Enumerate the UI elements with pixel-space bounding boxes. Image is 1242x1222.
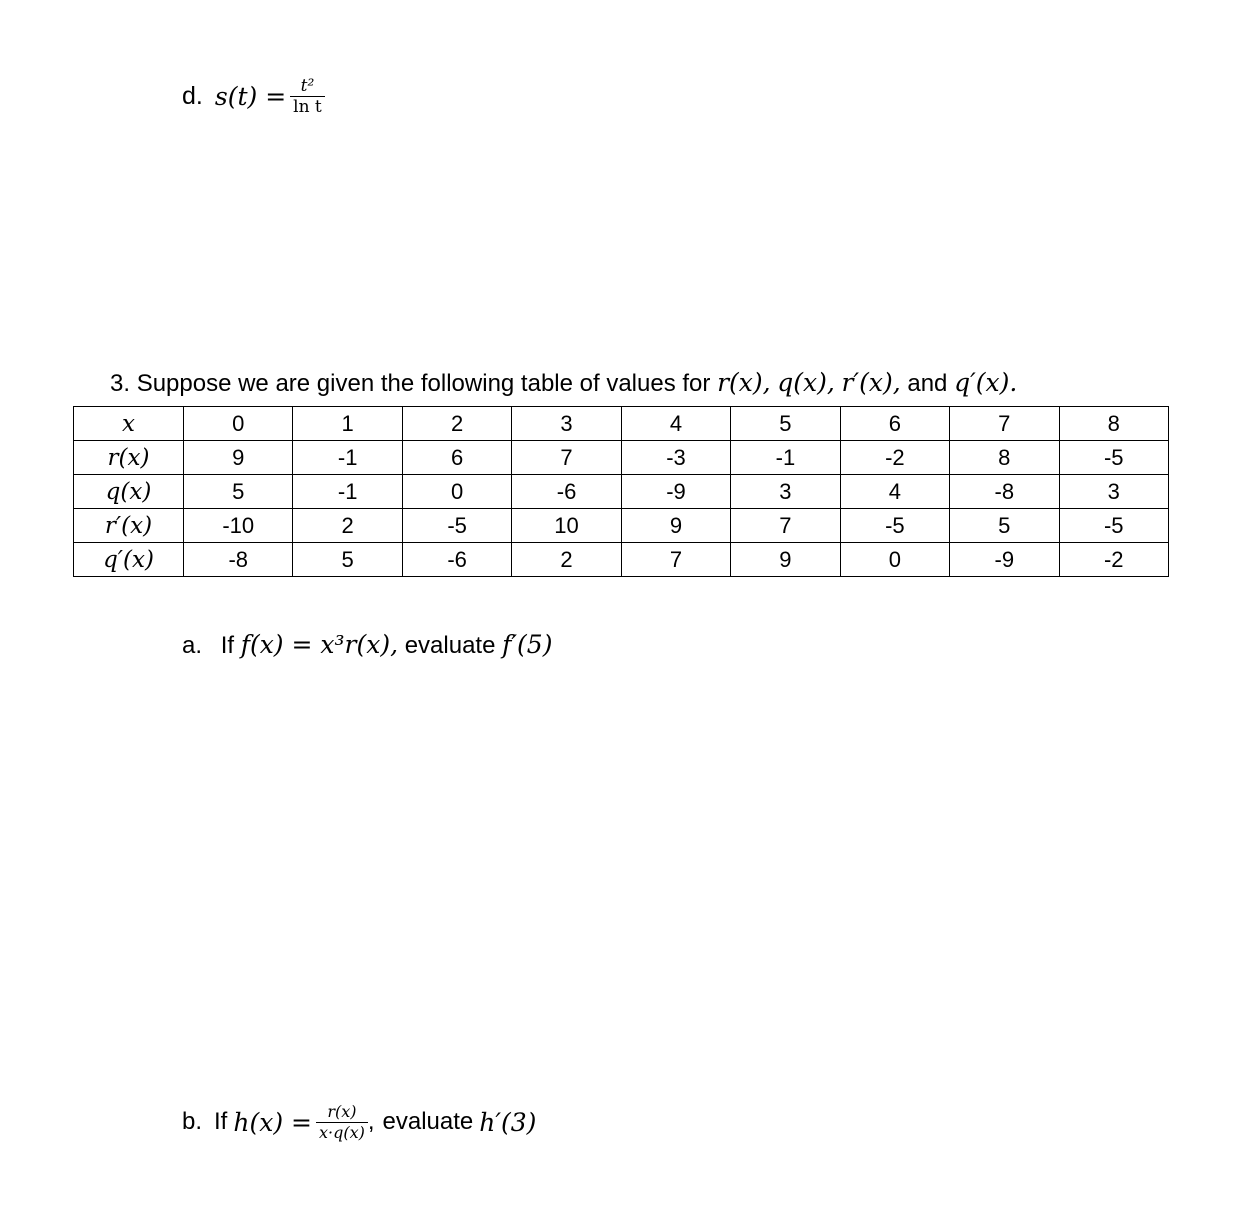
header-row <box>74 407 1169 441</box>
table-row <box>74 543 1169 577</box>
table-cell: -3 <box>621 441 730 475</box>
table-cell: -10 <box>184 509 293 543</box>
question-3-prompt <box>110 368 1017 398</box>
table-cell: 7 <box>512 441 621 475</box>
part-d-denominator: ln t <box>290 96 325 117</box>
table-cell: -8 <box>184 543 293 577</box>
table-cell: 9 <box>731 543 840 577</box>
part-b-evaluate: evaluate <box>382 1108 474 1135</box>
table-cell: -2 <box>1059 543 1169 577</box>
table-row <box>74 509 1169 543</box>
table-cell: 7 <box>621 543 730 577</box>
question-3-fn-q: q(x), <box>777 368 835 397</box>
table-cell: 5 <box>184 475 293 509</box>
part-d-fraction <box>290 76 325 117</box>
table-cell: -1 <box>293 441 402 475</box>
table-cell: -1 <box>731 441 840 475</box>
part-a-expression: f(x) = x³r(x), <box>240 630 399 659</box>
part-b-problem <box>182 1094 536 1150</box>
table-cell: 6 <box>840 407 949 441</box>
table-cell: 3 <box>1059 475 1169 509</box>
question-3-fn-r-prime: r′(x), <box>841 368 901 397</box>
table-cell: -5 <box>840 509 949 543</box>
table-cell: 1 <box>293 407 402 441</box>
table-cell: 8 <box>950 441 1059 475</box>
table-cell: 9 <box>621 509 730 543</box>
part-d-lhs: s(t) = <box>214 81 287 111</box>
part-b-label: b. <box>182 1108 203 1135</box>
table-cell: 7 <box>731 509 840 543</box>
row-label: q(x) <box>74 475 184 509</box>
table-cell: -9 <box>950 543 1059 577</box>
table-cell: -9 <box>621 475 730 509</box>
part-a-evaluate: evaluate <box>404 632 496 659</box>
table-cell: 9 <box>184 441 293 475</box>
table-cell: 10 <box>512 509 621 543</box>
part-a-problem <box>182 630 552 660</box>
table-cell: 3 <box>731 475 840 509</box>
table-cell: 0 <box>402 475 511 509</box>
part-d-problem <box>182 68 329 124</box>
question-3-fn-q-prime: q′(x). <box>954 368 1018 397</box>
table-cell: 0 <box>184 407 293 441</box>
part-b-comma: , <box>367 1108 375 1135</box>
table-cell: 6 <box>402 441 511 475</box>
part-b-numerator: r(x) <box>327 1101 357 1121</box>
values-table <box>73 406 1169 577</box>
table-cell: 0 <box>840 543 949 577</box>
table-row <box>74 441 1169 475</box>
table-cell: -2 <box>840 441 949 475</box>
table-cell: -5 <box>1059 441 1169 475</box>
table-cell: 3 <box>512 407 621 441</box>
table-cell: -5 <box>402 509 511 543</box>
part-b-if: If <box>214 1108 228 1135</box>
question-3-fn-r: r(x), <box>717 368 771 397</box>
values-table-body <box>74 407 1169 577</box>
part-b-lhs: h(x) = <box>233 1107 312 1137</box>
part-a-target: f′(5) <box>502 630 553 659</box>
part-a-label: a. <box>182 632 203 659</box>
row-label: r′(x) <box>74 509 184 543</box>
table-cell: 4 <box>840 475 949 509</box>
part-b-fraction <box>316 1102 368 1143</box>
table-cell: 2 <box>402 407 511 441</box>
question-3-and: and <box>907 370 948 397</box>
part-d-numerator: t² <box>300 75 315 96</box>
table-cell: 5 <box>293 543 402 577</box>
table-cell: -5 <box>1059 509 1169 543</box>
row-label: x <box>74 407 184 441</box>
table-cell: 5 <box>731 407 840 441</box>
table-cell: 4 <box>621 407 730 441</box>
row-label: r(x) <box>74 441 184 475</box>
part-d-label: d. <box>182 81 203 110</box>
table-cell: 2 <box>512 543 621 577</box>
part-b-target: h′(3) <box>479 1107 537 1137</box>
table-cell: 8 <box>1059 407 1169 441</box>
question-3-text: Suppose we are given the following table of values for <box>136 370 711 397</box>
question-3-number: 3. <box>110 370 131 397</box>
table-cell: -1 <box>293 475 402 509</box>
table-cell: 5 <box>950 509 1059 543</box>
table-cell: 7 <box>950 407 1059 441</box>
table-cell: 2 <box>293 509 402 543</box>
table-cell: -8 <box>950 475 1059 509</box>
row-label: q′(x) <box>74 543 184 577</box>
table-cell: -6 <box>402 543 511 577</box>
part-b-denominator: x·q(x) <box>316 1122 368 1143</box>
table-row <box>74 475 1169 509</box>
part-a-if: If <box>220 632 235 659</box>
table-cell: -6 <box>512 475 621 509</box>
